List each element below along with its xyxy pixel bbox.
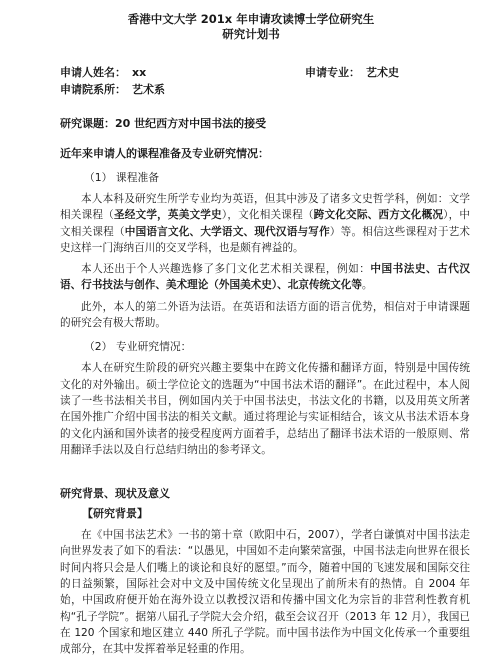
paragraph-research: 本人在研究生阶段的研究兴趣主要集中在跨文化传播和翻译方面，特别是中国传统文化的对外输出。硕士学位论文的选题为“中国书法术语的翻译”。在此过程中，本人阅读了一些书法相关书目，例如国内关于中国书法史，书法文化的书籍，以及用英文所著在国外推广介绍中国书法的相关文献。通过将理论与实证相结合，该文从书法术语本身的文化内涵和国外读者的接受程度两方面着手，总结出了翻译书法术语的一般原则、常用翻译手法以及自行总结归纳出的参考译文。 (60, 362, 470, 456)
name-label: 申请人姓名： (60, 66, 126, 79)
document-title (32, 12, 470, 42)
section-preparation-heading: 近年来申请人的课程准备及专业研究情况： (60, 147, 269, 160)
text-run: ），文化相关课程（ (221, 209, 314, 222)
title-line-2: 研究计划书 (222, 27, 280, 41)
bold-run: 中国书法史、古代汉语、行书技法与创作、美术理论（外国美术史）、北京传统文化等 (60, 263, 471, 292)
paragraph-courses (60, 191, 470, 256)
applicant-info (60, 64, 470, 98)
info-row-2 (60, 81, 470, 98)
name-value: xx (132, 66, 147, 79)
subsection-research-heading: （2） 专业研究情况： (84, 340, 192, 354)
applicant-name (60, 64, 305, 81)
text-run: ）等。相信这些课程对于艺术史这样一门海纳百川的交叉学科，也是颇有裨益的。 (60, 225, 471, 254)
applicant-department (60, 81, 305, 98)
paragraph-electives (60, 261, 470, 294)
text-run: 。 (361, 279, 373, 292)
text-run: 本人还出于个人兴趣选修了多门文化艺术相关课程，例如： (81, 263, 371, 276)
title-line-1: 香港中文大学 201x 年申请攻读博士学位研究生 (127, 12, 375, 26)
bold-run: 中国语言文化、大学语文、现代汉语与写作 (124, 225, 330, 238)
subsection-background-heading: 【研究背景】 (82, 507, 148, 521)
paragraph-background: 在《中国书法艺术》一书的第十章（欧阳中石，2007），学者白谦慎对中国书法走向世界发表了如下的看法：“以愚见，中国如不走向繁荣富强，中国书法走向世界在很长时间内将只会是人们嘴上的谈论和良好的愿望。”而今，随着中国的飞速发展和国际交往的日益频繁，国际社会对中文及中国传统文化呈现出了前所未有的热情。自 2004 年始，中国政府便开始在海外设立以教授汉语和传播中国文化为宗旨的非营利性教育机构“孔子学院”。据第八届孔子学院大会介绍，截至会议召开（2013 年 12 月），我国已在 120 个国家和地区建立 440 所孔子学院。而中国书法作为中国文化传承一个重要组成部分，在其中发挥着举足轻重的作用。 (60, 529, 470, 656)
dept-value: 艺术系 (132, 83, 165, 96)
text-run: ），中文相关课程（ (60, 209, 471, 238)
bold-run: 圣经文学，英美文学史 (113, 209, 222, 222)
text-run: 本人本科及研究生所学专业均为英语，但其中涉及了诸多文史哲学科，例如：文学相关课程（ (60, 193, 470, 222)
info-row-1 (60, 64, 470, 81)
research-topic: 研究课题：20 世纪西方对中国书法的接受 (60, 117, 267, 130)
major-value: 艺术史 (366, 66, 399, 79)
section-background-heading: 研究背景、现状及意义 (60, 487, 170, 501)
major-label: 申请专业： (305, 66, 360, 79)
paragraph-language: 此外，本人的第二外语为法语。在英语和法语方面的语言优势，相信对于申请课题的研究会有极大帮助。 (60, 300, 470, 330)
applicant-major (305, 64, 399, 81)
subsection-course-heading: （1） 课程准备 (84, 171, 160, 184)
bold-run: 跨文化交际、西方文化概况 (313, 209, 444, 222)
dept-label: 申请院系所： (60, 83, 126, 96)
